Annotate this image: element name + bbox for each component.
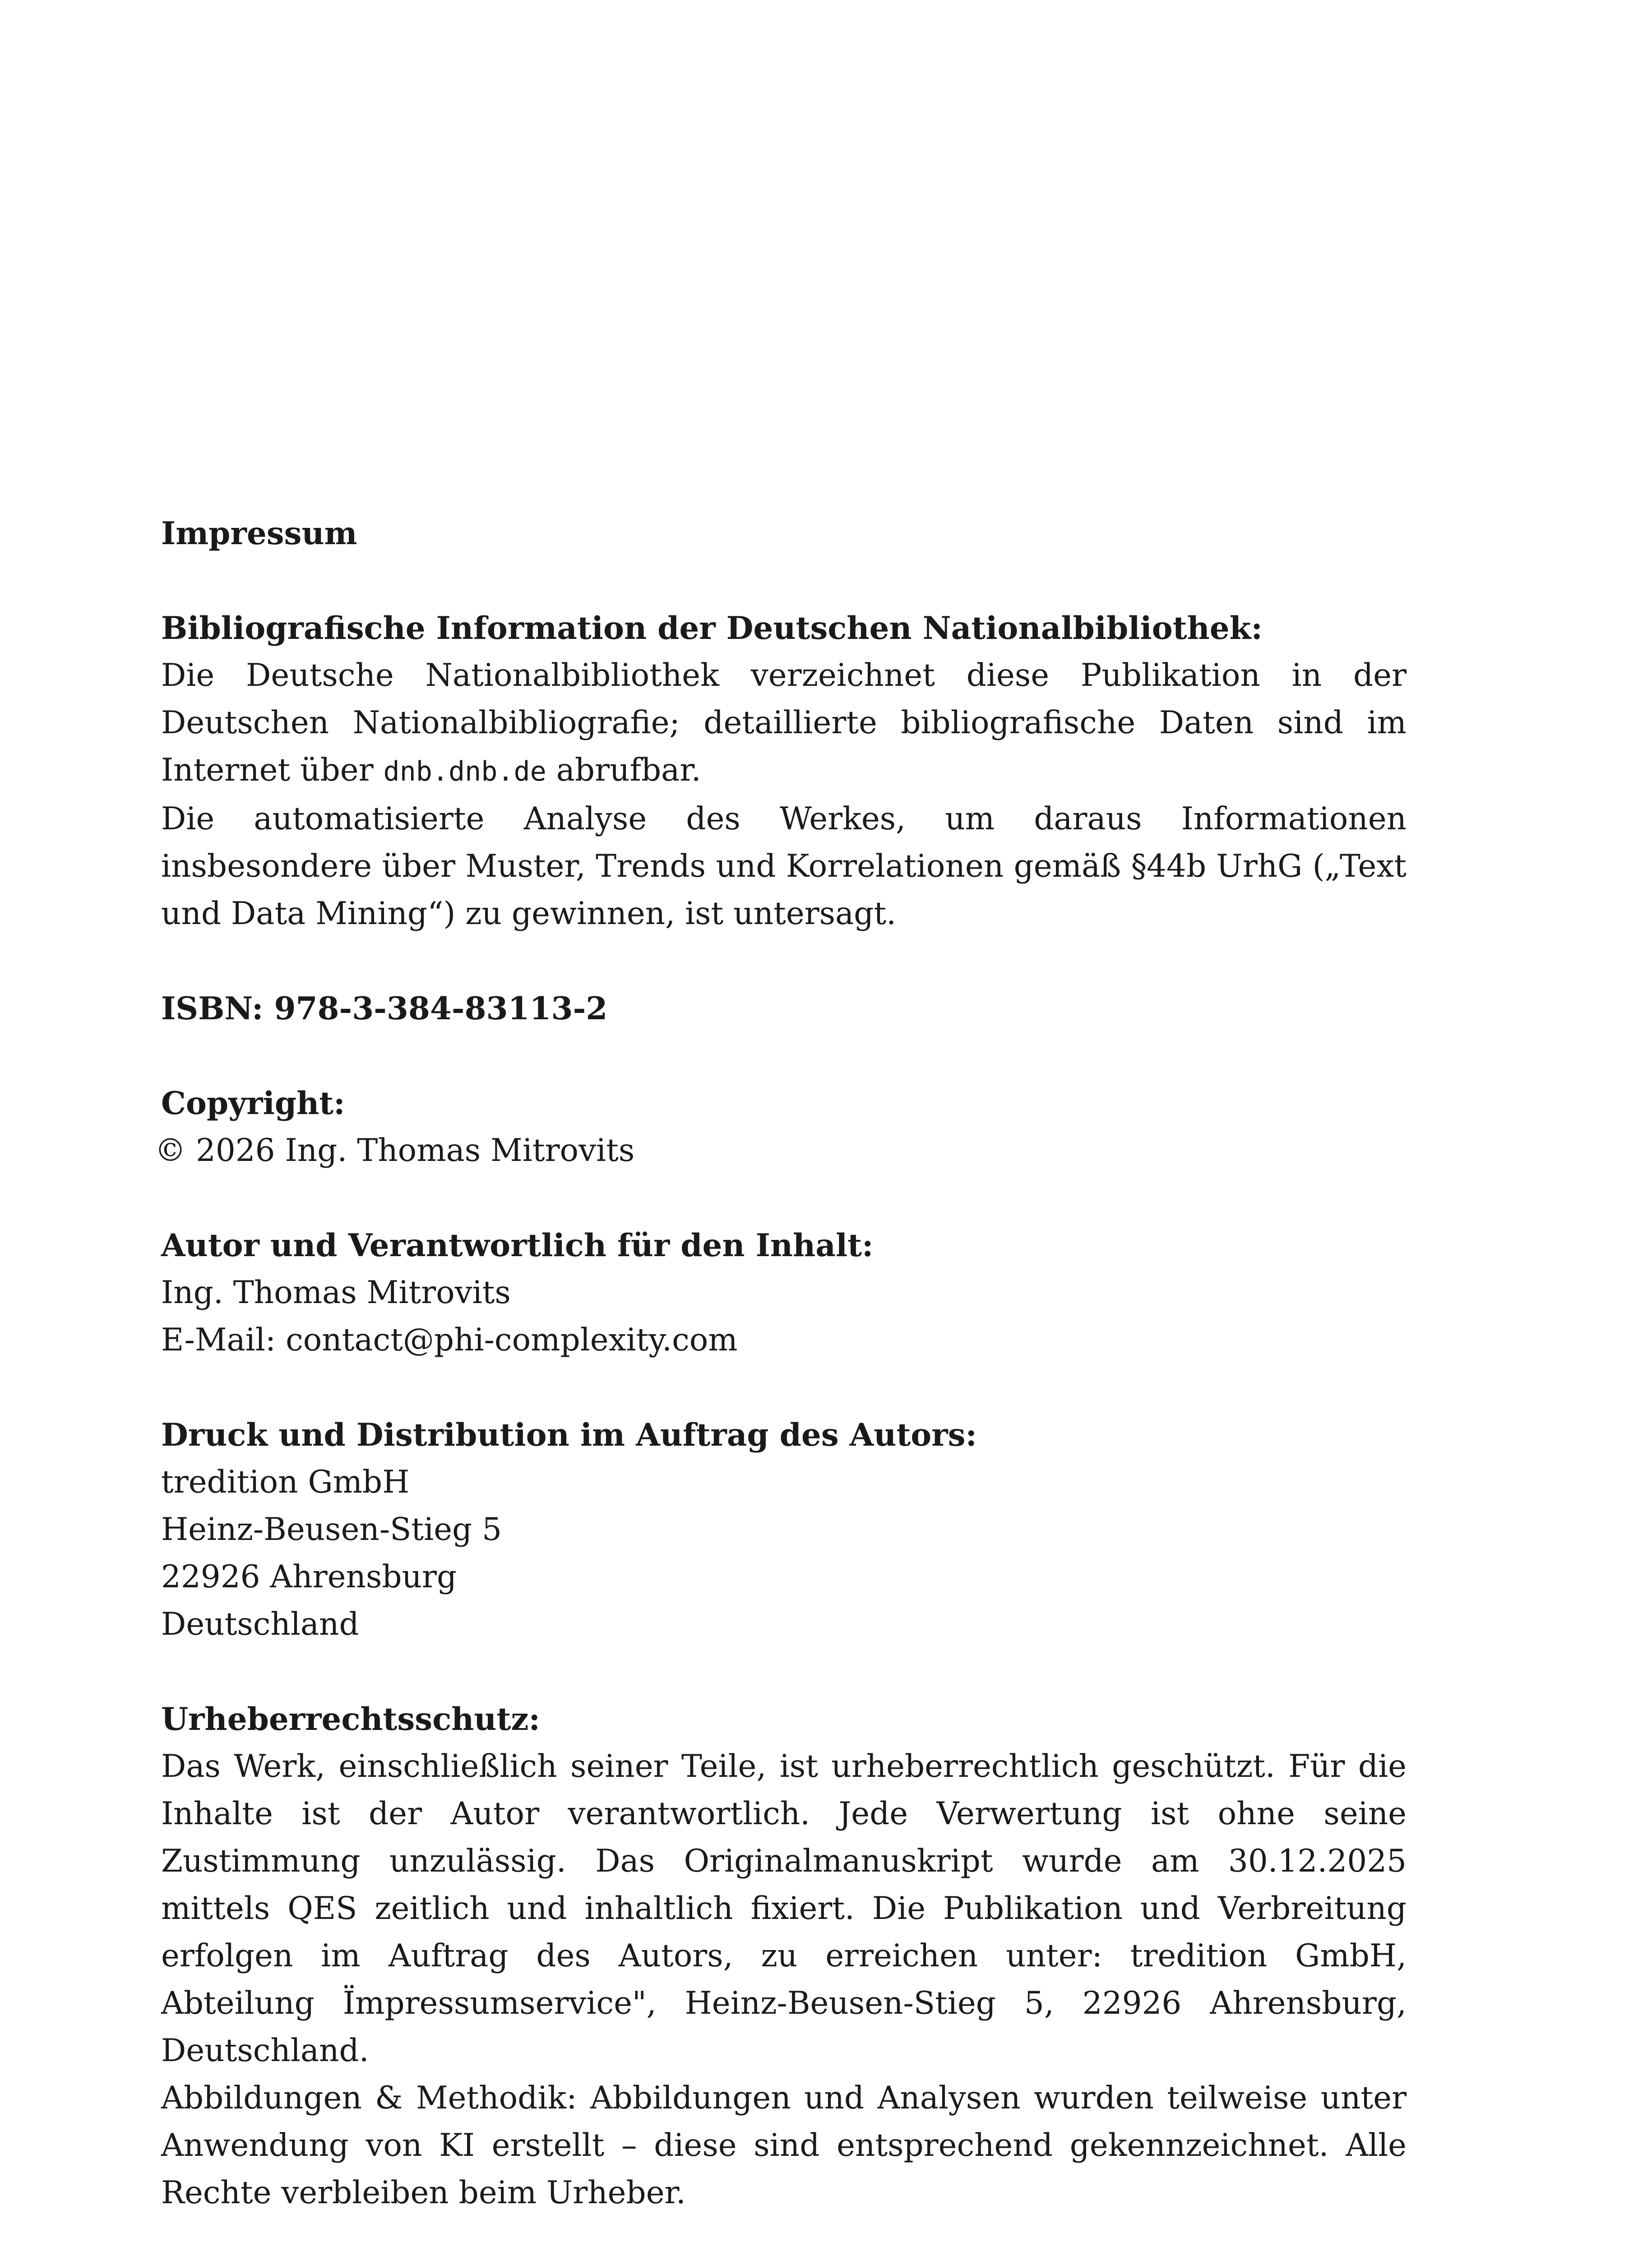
copyright-section xyxy=(155,1080,1407,1174)
bibliographic-text-part2: abrufbar. xyxy=(556,752,701,788)
author-section xyxy=(161,1222,1407,1364)
dnb-link[interactable]: dnb.dnb.de xyxy=(383,756,546,787)
spacer xyxy=(161,1364,1407,1411)
distribution-heading: Druck und Distribution im Auftrag des Autors: xyxy=(161,1417,977,1453)
distribution-city: 22926 Ahrensburg xyxy=(161,1559,457,1595)
distribution-country: Deutschland xyxy=(161,1606,359,1642)
methodik-text: Abbildungen & Methodik: Abbildungen und Analysen wurden teilweise unter Anwendung von KI erstellt – diese sind entsprechend gekennzeichnet. Alle Rechte verbleiben beim Urheber. xyxy=(161,2080,1407,2211)
distribution-street: Heinz-Beusen-Stieg 5 xyxy=(161,1512,502,1548)
tdm-text: Die automatisierte Analyse des Werkes, um daraus Informationen insbesondere über Muster, Trends und Korrelationen gemäß §44b UrhG („Text und Data Mining“) zu gewinnen, ist untersagt. xyxy=(161,801,1407,932)
author-heading: Autor und Verantwortlich für den Inhalt: xyxy=(161,1227,874,1264)
bibliographic-text-part1: Die Deutsche Nationalbibliothek verzeichnet diese Publikation in der Deutschen Nationalbibliografie; detaillierte bibliografische Daten sind im Internet über xyxy=(161,657,1407,788)
imprint-page xyxy=(155,510,1407,2217)
bibliographic-text xyxy=(161,652,1407,795)
copyright-heading: Copyright: xyxy=(161,1085,345,1122)
author-email: E-Mail: contact@phi-complexity.com xyxy=(161,1322,738,1358)
urheberrecht-heading: Urheberrechtsschutz: xyxy=(161,1701,540,1738)
spacer xyxy=(161,557,1407,605)
bibliographic-heading: Bibliografische Information der Deutschen Nationalbibliothek: xyxy=(161,610,1263,647)
distribution-company: tredition GmbH xyxy=(161,1464,410,1500)
isbn: ISBN: 978-3-384-83113-2 xyxy=(161,990,608,1027)
spacer xyxy=(161,1032,1407,1080)
distribution-section xyxy=(161,1411,1407,1648)
impressum-title: Impressum xyxy=(161,515,357,552)
spacer xyxy=(161,938,1407,985)
author-name: Ing. Thomas Mitrovits xyxy=(161,1275,511,1311)
urheberrecht-text: Das Werk, einschließlich seiner Teile, ist urheberrechtlich geschützt. Für die Inhalte ist der Autor verantwortlich. Jede Verwertung ist ohne seine Zustimmung unzulässig. Das Originalmanuskript wurde am 30.12.2025 mittels QES zeitlich und inhaltlich fixiert. Die Publikation und Verbreitung erfolgen im Auftrag des Autors, zu erreichen unter: tredition GmbH, Abteilung Ïmpressumservice", Heinz-Beusen-Stieg 5, 22926 Ahrensburg, Deutschland. xyxy=(161,1748,1407,2069)
spacer xyxy=(161,1174,1407,1222)
copyright-text: © 2026 Ing. Thomas Mitrovits xyxy=(155,1133,635,1169)
bibliographic-section xyxy=(161,605,1407,938)
spacer xyxy=(161,1648,1407,1696)
urheberrecht-section xyxy=(161,1696,1407,2217)
